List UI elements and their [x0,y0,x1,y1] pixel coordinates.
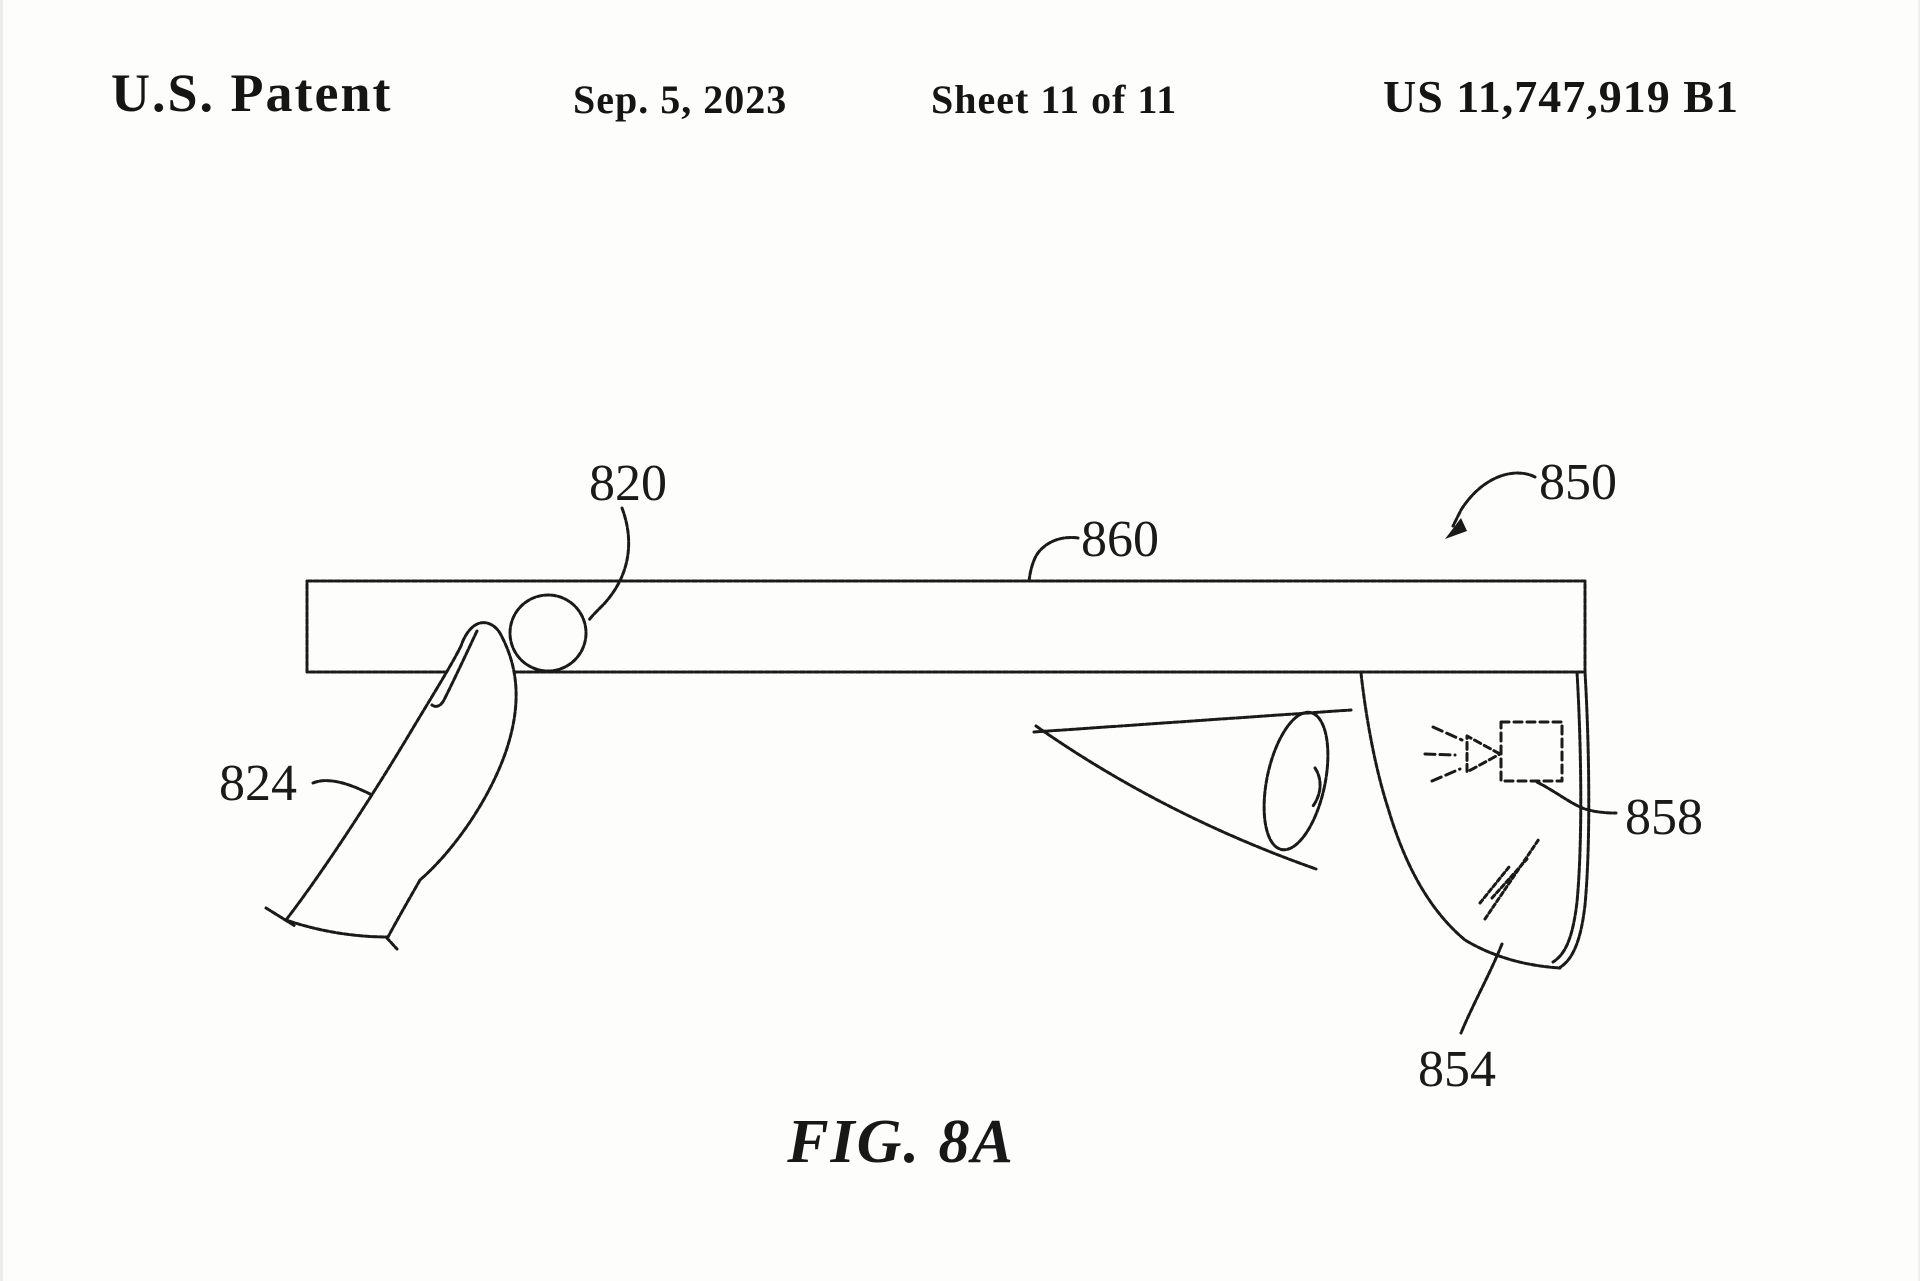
leader-854 [1461,944,1502,1033]
display-right-edge-inner [1553,672,1581,962]
patent-header-patent-number: US 11,747,919 B1 [1383,71,1739,122]
display-left-curve [1361,673,1560,968]
ref-label-824: 824 [219,755,297,812]
ref-label-860: 860 [1081,511,1159,568]
light-rays-icon [1425,727,1462,781]
figure-8a-drawing [3,0,1920,1281]
projector-body-square [1501,722,1562,781]
eye-view-cone-icon [1034,707,1351,869]
ref-label-820: 820 [589,455,667,512]
cone-lower-line [1036,726,1316,869]
reference-leader-lines [313,473,1616,1033]
ref-label-858: 858 [1625,789,1703,846]
touch-contact-circle [510,595,586,671]
curved-display-outline [1361,672,1589,968]
hatch-line-long [1485,839,1539,919]
finger-wrist-tick-right [386,937,397,949]
projector-lens-triangle [1467,736,1500,772]
leader-850-arrow-line [1453,473,1535,526]
patent-header-date: Sep. 5, 2023 [573,77,788,122]
light-ray-top [1433,727,1462,740]
ref-label-854: 854 [1418,1041,1496,1098]
leader-858 [1537,782,1616,813]
hatch-line-mid [1492,859,1527,898]
light-ray-middle [1425,754,1455,755]
patent-header-sheet-number: Sheet 11 of 11 [931,77,1178,122]
ref-label-850: 850 [1539,454,1617,511]
projector-icon [1425,722,1562,781]
eye-lens-ellipse [1253,707,1339,856]
leader-824 [313,781,370,794]
light-ray-bottom [1432,769,1460,781]
eye-iris-mark [1313,768,1320,806]
patent-header-title: U.S. Patent [111,63,393,123]
reflection-hatch-marks [1480,839,1539,919]
leader-820 [589,508,629,620]
figure-caption: FIG. 8A [787,1108,1015,1176]
leader-860 [1029,537,1078,581]
